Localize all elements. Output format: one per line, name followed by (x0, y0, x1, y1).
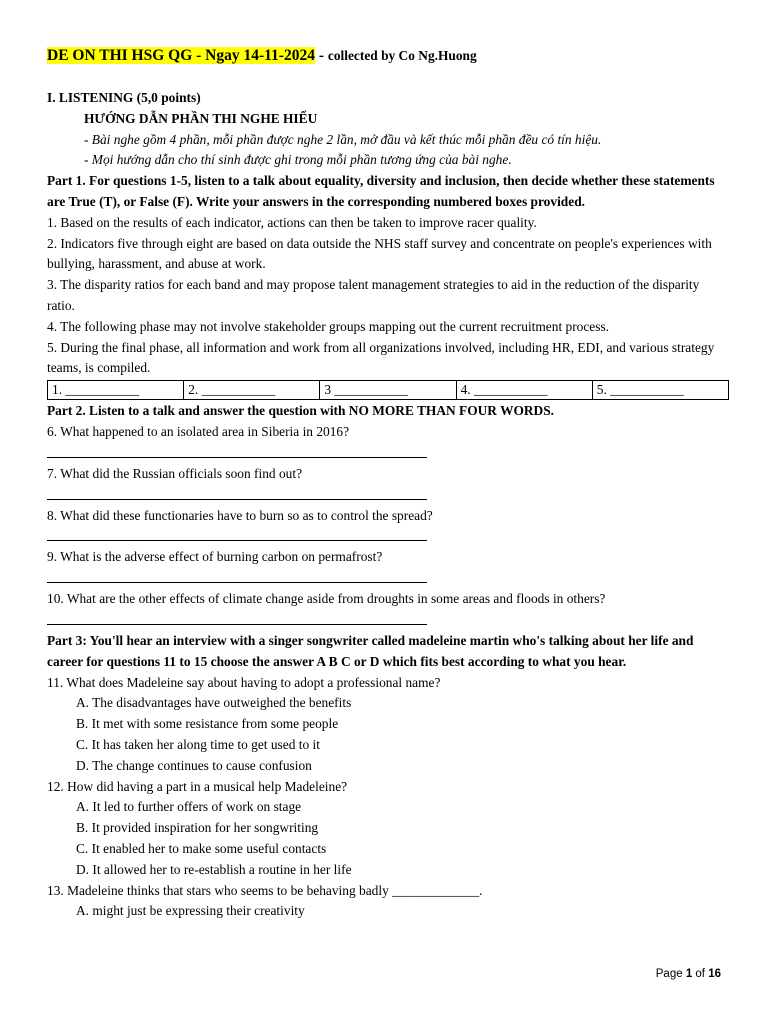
answer-table (47, 380, 729, 400)
question-stem: 12. How did having a part in a musical help Madeleine? (47, 778, 348, 794)
answer-option: C. It enabled her to make some useful contacts (76, 840, 327, 856)
page-label: Page (655, 968, 686, 980)
answer-row (48, 381, 729, 400)
part1-statement: 4. The following phase may not involve stakeholder groups mapping out the current recruitment process. (47, 318, 610, 334)
part3-instruction: Part 3: You'll hear an interview with a singer songwriter called madeleine martin who's talking about her life and career for questions 11 to 15 choose the answer A B C or D which fits best according to what you hear. (47, 632, 694, 669)
answer-box[interactable]: 3 ___________ (320, 381, 456, 400)
part2-question: 9. What is the adverse effect of burning carbon on permafrost? (47, 549, 383, 565)
answer-box[interactable]: 4. ___________ (456, 381, 592, 400)
part1-statement: 3. The disparity ratios for each band and may propose talent management strategies to aid in the reduction of the disparity ratio. (47, 277, 700, 313)
answer-option: B. It provided inspiration for her songwriting (76, 820, 319, 836)
question-stem: 13. Madeleine thinks that stars who seems to be behaving badly _____________. (47, 882, 483, 898)
part1-statement: 2. Indicators five through eight are based on data outside the NHS staff survey and concentrate on people's experiences with bullying, harassment, and abuse at work. (47, 235, 712, 272)
part2-question: 6. What happened to an isolated area in Siberia in 2016? (47, 423, 350, 439)
title-highlight: DE ON THI HSG QG - Ngay 14-11-2024 (47, 47, 315, 64)
title-separator: - (314, 47, 328, 64)
answer-line[interactable] (47, 485, 427, 500)
spacer (47, 68, 727, 88)
answer-option: D. The change continues to cause confusion (76, 757, 312, 773)
answer-option: A. The disadvantages have outweighed the benefits (76, 695, 352, 711)
document-page (47, 44, 727, 922)
page-number: 1 (685, 968, 693, 980)
page-footer (656, 968, 721, 980)
section-note: - Mọi hướng dẫn cho thí sinh được ghi trong mỗi phần tương ứng của bài nghe. (84, 152, 512, 168)
part2-question: 10. What are the other effects of climate change aside from droughts in some areas and floods in others? (47, 591, 606, 607)
answer-option: D. It allowed her to re-establish a routine in her life (76, 861, 352, 877)
answer-line[interactable] (47, 526, 427, 541)
part2-question: 7. What did the Russian officials soon find out? (47, 465, 303, 481)
answer-box[interactable]: 1. ___________ (48, 381, 184, 400)
answer-option: A. might just be expressing their creativity (76, 903, 305, 919)
answer-option: A. It led to further offers of work on stage (76, 799, 302, 815)
part1-statement: 1. Based on the results of each indicator, actions can then be taken to improve racer quality. (47, 214, 537, 230)
part1-statement: 5. During the final phase, all information and work from all organizations involved, including HR, EDI, and various strategy teams, is compiled. (47, 339, 715, 376)
section-note: - Bài nghe gồm 4 phần, mỗi phần được nghe 2 lần, mở đầu và kết thúc mỗi phần đều có tín hiệu. (84, 131, 602, 147)
section-heading: I. LISTENING (5,0 points) (47, 90, 201, 105)
answer-line[interactable] (47, 568, 427, 583)
answer-option: B. It met with some resistance from some people (76, 716, 339, 732)
question-stem: 11. What does Madeleine say about having to adopt a professional name? (47, 674, 441, 690)
answer-option: C. It has taken her along time to get used to it (76, 736, 320, 752)
answer-box[interactable]: 5. ___________ (592, 381, 728, 400)
page-of-label: of (692, 968, 709, 980)
title-collected-by: collected by Co Ng.Huong (327, 48, 477, 63)
answer-line[interactable] (47, 610, 427, 625)
answer-line[interactable] (47, 443, 427, 458)
document-title (47, 44, 727, 68)
answer-box[interactable]: 2. ___________ (184, 381, 320, 400)
section-subheading: HƯỚNG DẪN PHẦN THI NGHE HIỂU (84, 110, 318, 126)
part2-question: 8. What did these functionaries have to burn so as to control the spread? (47, 507, 433, 523)
page-total: 16 (708, 968, 721, 980)
part1-instruction: Part 1. For questions 1-5, listen to a talk about equality, diversity and inclusion, then decide whether these statements are True (T), or False (F). Write your answers in the corresponding numbered boxes provided. (47, 173, 715, 209)
part2-instruction: Part 2. Listen to a talk and answer the question with NO MORE THAN FOUR WORDS. (47, 403, 555, 419)
